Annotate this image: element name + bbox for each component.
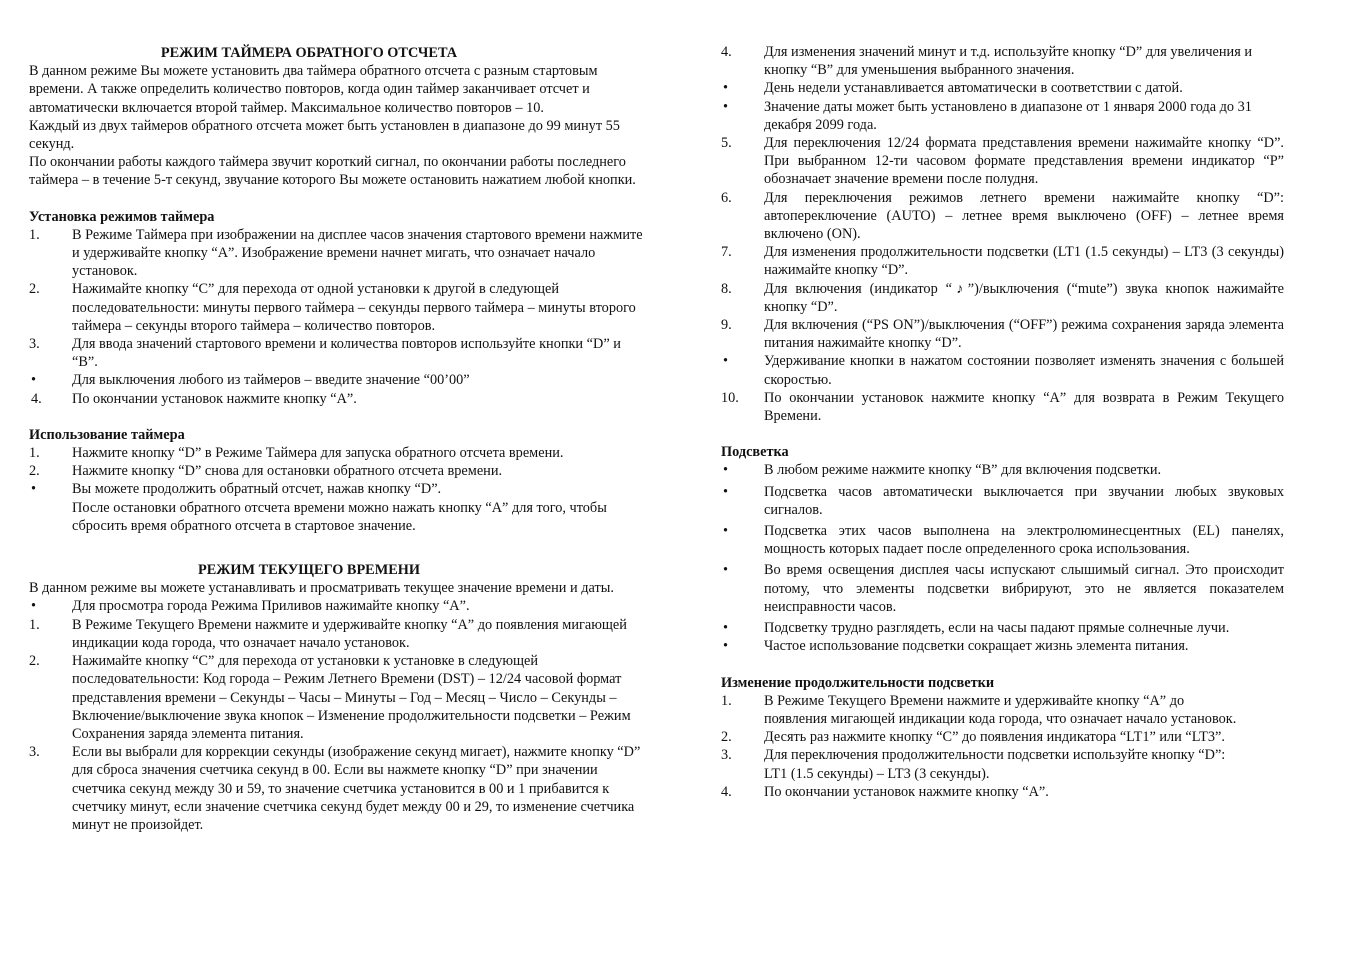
list-item — [721, 783, 1284, 801]
list-marker: 8. — [721, 280, 732, 297]
list-marker: 1. — [29, 226, 40, 243]
list-item-text: Если вы выбрали для коррекции секунды (изображение секунд мигает), нажмите кнопку “D” для сброса значения счетчика секунд в 00. Если вы нажмете кнопку “D” при значении счетчика секунд между 30 и 59, то значение счетчика установится в 00 и 1 прибавится к счетчику минут, если значение счетчика секунд будет между 00 и 29, то изменение счетчика минут не произойдет. — [72, 744, 641, 833]
list-marker: 3. — [29, 744, 40, 761]
list-item-text: Удерживание кнопки в нажатом состоянии позволяет изменять значения с большей скоростью. — [764, 353, 1284, 388]
list-item-text: Для изменения продолжительности подсветки (LT1 (1.5 секунды) – LT3 (3 секунды) нажимайте кнопку “D”. — [764, 244, 1284, 279]
list-item — [29, 743, 649, 834]
bullet-icon: • — [723, 80, 729, 97]
paragraph: В данном режиме Вы можете установить два таймера обратного отсчета с разным стартовым времени. А также определить количество повторов, когда один таймер заканчивает отсчет и автоматически включается второй таймер. Максимальное количество повторов – 10. — [29, 63, 598, 116]
list-item — [29, 335, 649, 371]
list-item — [29, 616, 649, 652]
list-item-text: По окончании установок нажмите кнопку “A” для возврата в Режим Текущего Времени. — [764, 389, 1284, 425]
list-item — [721, 561, 1284, 616]
time-section-title: РЕЖИМ ТЕКУЩЕГО ВРЕМЕНИ — [198, 562, 420, 579]
list-item — [721, 98, 1284, 134]
bullet-icon: • — [723, 523, 729, 540]
list-item — [721, 389, 1284, 425]
list-item — [29, 371, 649, 389]
list-marker: 10. — [721, 389, 739, 406]
list-item-text: Для включения (индикатор “♪”)/выключения (“mute”) звука кнопок нажимайте кнопку “D”. — [764, 280, 1284, 315]
bullet-icon: • — [723, 98, 729, 115]
list-item-text: В любом режиме нажмите кнопку “B” для включения подсветки. — [764, 462, 1162, 479]
bullet-icon: • — [31, 372, 37, 389]
list-item — [721, 243, 1284, 279]
list-item — [721, 522, 1284, 558]
list-item-text: Во время освещения дисплея часы испускают слышимый сигнал. Это происходит потому, что элементы подсветки вибрируют, это не является показателем неисправности часов. — [764, 562, 1284, 615]
duration-heading: Изменение продолжительности подсветки — [721, 674, 995, 691]
list-item-text: Нажмите кнопку “D” снова для остановки обратного отсчета времени. — [72, 463, 503, 480]
bullet-icon: • — [723, 620, 729, 637]
list-marker: 7. — [721, 244, 732, 261]
left-column — [29, 44, 649, 834]
list-item-text: По окончании установок нажмите кнопку “A”. — [764, 783, 1049, 800]
list-item-text: Для переключения 12/24 формата представления времени нажимайте кнопку “D”. При выбранном 12-ти часовом формате представления времени индикатор “P” обозначает значение времени после полудня. — [764, 135, 1284, 188]
bullet-icon: • — [723, 353, 729, 370]
use-list — [29, 444, 649, 535]
list-item-text: Значение даты может быть установлено в диапазоне от 1 января 2000 года до 31 декабря 2099 года. — [764, 98, 1252, 133]
list-item-text: По окончании установок нажмите кнопку “A”. — [72, 390, 357, 407]
list-item — [29, 480, 649, 535]
bullet-icon: • — [723, 462, 729, 479]
list-item-text: Нажимайте кнопку “C” для перехода от установки к установке в следующей последовательности: Код города – Режим Летнего Времени (DST) – 12/24 часовой формат представления времени – Секунды – Часы – Минуты – Год – Месяц – Число – Секунды – Включение/выключение звука кнопок – Изменение продолжительности подсветки – Режим Сохранения заряда элемента питания. — [72, 653, 631, 742]
use-note: После остановки обратного отсчета времени можно нажать кнопку “A” для того, чтобы сбросить время обратного отсчета в стартовое значение. — [72, 499, 607, 534]
list-item-text — [72, 480, 649, 535]
bullet-icon: • — [723, 562, 729, 579]
bullet-icon: • — [723, 483, 729, 500]
list-marker: 2. — [29, 281, 40, 298]
bullet-icon: • — [31, 481, 37, 498]
setup-list — [29, 226, 649, 408]
list-marker: 4. — [721, 44, 732, 60]
use-heading: Использование таймера — [29, 426, 185, 443]
list-item-text: Для просмотра города Режима Приливов нажимайте кнопку “A”. — [72, 598, 470, 615]
time-list-continued — [721, 43, 1284, 425]
setup-heading: Установка режимов таймера — [29, 208, 215, 225]
list-item — [29, 462, 649, 480]
backlight-heading: Подсветка — [721, 444, 789, 461]
list-item-text: В Режиме Текущего Времени нажмите и удерживайте кнопку “A” до появления мигающей индикации кода города, что означает начало установок. — [764, 692, 1237, 727]
list-item — [29, 390, 649, 408]
list-marker: 1. — [29, 616, 40, 633]
list-item-text: День недели устанавливается автоматически в соответствии с датой. — [764, 80, 1183, 97]
list-item — [721, 728, 1284, 746]
list-item-text: Нажмите кнопку “D” в Режиме Таймера для запуска обратного отсчета времени. — [72, 445, 564, 462]
list-item — [29, 597, 649, 615]
list-item — [721, 461, 1284, 479]
list-item-text: В Режиме Таймера при изображении на дисплее часов значения стартового времени нажмите и удерживайте кнопку “A”. Изображение времени начнет мигать, что означает начало установок. — [72, 226, 643, 280]
use-bullet-text: Вы можете продолжить обратный отсчет, нажав кнопку “D”. — [72, 481, 442, 498]
list-item — [29, 280, 649, 335]
list-marker: 5. — [721, 135, 732, 152]
time-list — [29, 597, 649, 834]
list-marker: 1. — [721, 692, 732, 709]
list-item-text: Подсветка этих часов выполнена на электролюминесцентных (EL) панелях, мощность которых падает после определенного срока использования. — [764, 523, 1284, 558]
list-item — [721, 619, 1284, 637]
bullet-icon: • — [31, 598, 37, 615]
list-marker: 4. — [721, 783, 732, 800]
list-item — [721, 637, 1284, 655]
list-item — [721, 134, 1284, 189]
list-item — [29, 652, 649, 743]
list-item-text: Для переключения режимов летнего времени нажимайте кнопку “D”: автопереключение (AUTO) – летнее время выключено (OFF) – летнее время включено (ON). — [764, 189, 1284, 243]
list-item — [721, 352, 1284, 388]
list-item-text: Нажимайте кнопку “C” для перехода от одной установки к другой в следующей последовательности: минуты первого таймера – секунды первого таймера – минуты второго таймера – секунды второго таймера – количество повторов. — [72, 281, 636, 334]
list-marker: 2. — [29, 463, 40, 480]
list-marker: 3. — [721, 747, 732, 764]
list-item — [721, 79, 1284, 97]
list-item-text: Подсветка часов автоматически выключается при звучании любых звуковых сигналов. — [764, 483, 1284, 518]
list-marker: 4. — [31, 390, 42, 407]
paragraph: По окончании работы каждого таймера звучит короткий сигнал, по окончании работы последнего таймера – в течение 5-т секунд, звучание которого Вы можете остановить нажатием любой кнопки. — [29, 154, 636, 189]
list-item — [29, 444, 649, 462]
list-item — [721, 280, 1284, 316]
list-item — [721, 189, 1284, 244]
list-item — [721, 746, 1284, 782]
list-item-text: Для выключения любого из таймеров – введите значение “00’00” — [72, 372, 470, 389]
list-item-text: Для включения (“PS ON”)/выключения (“OFF”) режима сохранения заряда элемента питания нажимайте кнопку “D”. — [764, 317, 1284, 352]
backlight-list — [721, 461, 1284, 655]
list-item-text: Подсветку трудно разглядеть, если на часы падают прямые солнечные лучи. — [764, 620, 1230, 637]
list-marker: 2. — [29, 653, 40, 670]
list-marker: 2. — [721, 729, 732, 746]
timer-section-title: РЕЖИМ ТАЙМЕРА ОБРАТНОГО ОТСЧЕТА — [160, 45, 458, 61]
timer-intro — [29, 62, 649, 189]
list-marker: 1. — [29, 445, 40, 462]
list-item-text: Для ввода значений стартового времени и количества повторов используйте кнопки “D” и “B”. — [72, 336, 621, 371]
list-marker: 9. — [721, 317, 732, 334]
bullet-icon: • — [723, 638, 729, 655]
list-item — [721, 483, 1284, 519]
list-item — [721, 692, 1284, 728]
list-item — [721, 43, 1284, 79]
list-item-text: В Режиме Текущего Времени нажмите и удерживайте кнопку “A” до появления мигающей индикации кода города, что означает начало установок. — [72, 616, 627, 651]
list-item-text: Частое использование подсветки сокращает жизнь элемента питания. — [764, 638, 1189, 655]
list-item — [721, 316, 1284, 352]
duration-list — [721, 692, 1284, 801]
list-marker: 3. — [29, 336, 40, 353]
list-item — [29, 226, 649, 281]
right-column — [721, 43, 1284, 801]
list-marker: 6. — [721, 189, 732, 206]
list-item-text: Для изменения значений минут и т.д. используйте кнопку “D” для увеличения и кнопку “B” для уменьшения выбранного значения. — [764, 44, 1252, 79]
paragraph: Каждый из двух таймеров обратного отсчета может быть установлен в диапазоне до 99 минут 55 секунд. — [29, 117, 620, 153]
time-intro: В данном режиме вы можете устанавливать и просматривать текущее значение времени и даты. — [29, 580, 614, 597]
list-item-text: Десять раз нажмите кнопку “C” до появления индикатора “LT1” или “LT3”. — [764, 729, 1225, 746]
list-item-text: Для переключения продолжительности подсветки используйте кнопку “D”: LT1 (1.5 секунды) – LT3 (3 секунды). — [764, 747, 1226, 782]
